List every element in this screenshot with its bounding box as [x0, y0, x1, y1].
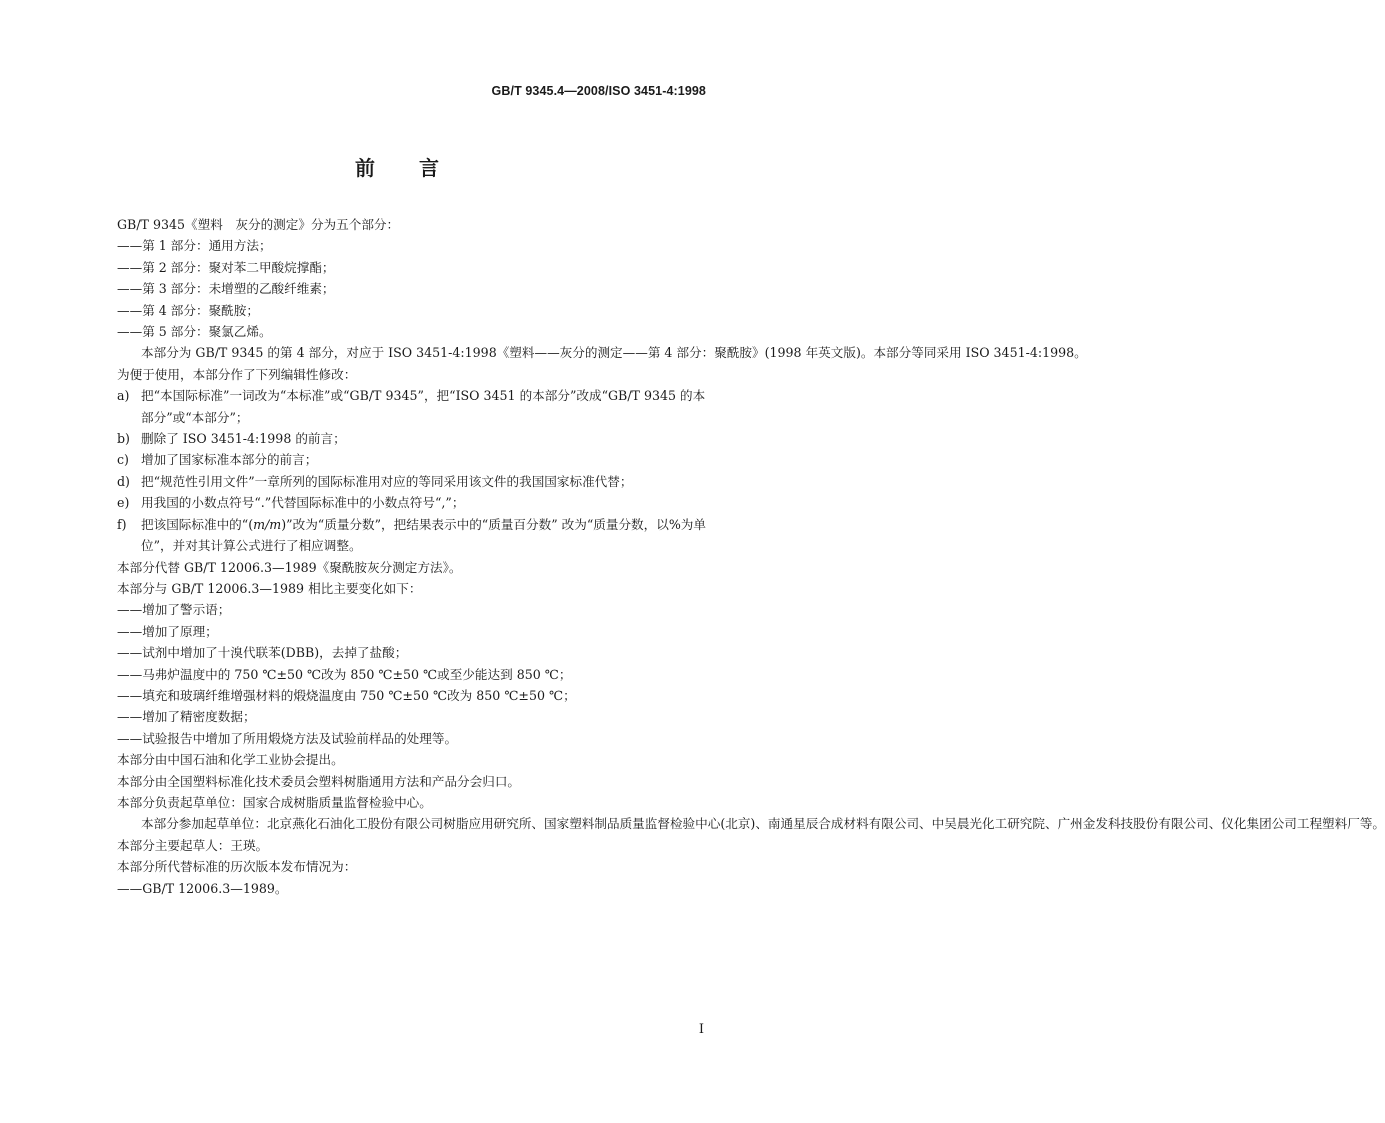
foreword-body: [117, 214, 1385, 899]
change-list-item: ——增加了精密度数据；: [117, 709, 256, 725]
drafters-paragraph: 本部分主要起草人：王瑛。: [117, 837, 269, 853]
change-list-item: ——填充和玻璃纤维增强材料的煅烧温度由 750 ℃±50 ℃改为 850 ℃±50 ℃；: [117, 687, 576, 703]
change-list-item: ——马弗炉温度中的 750 ℃±50 ℃改为 850 ℃±50 ℃或至少能达到 850 ℃；: [117, 666, 572, 682]
change-list-item: ——增加了警示语；: [117, 602, 231, 618]
proposer-paragraph: 本部分由中国石油和化学工业协会提出。: [117, 752, 344, 768]
intro-paragraph: GB/T 9345《塑料 灰分的测定》分为五个部分：: [117, 217, 400, 232]
page-number: I: [698, 1022, 704, 1037]
edit-label: a): [117, 388, 130, 404]
edit-item-f: [117, 514, 707, 557]
edit-text-after: )”改为“质量分数”，把结果表示中的“质量百分数” 改为“质量分数，以%为单位”，并对其计算公式进行了相应调整。: [141, 516, 706, 554]
edits-intro: 为便于使用，本部分作了下列编辑性修改：: [117, 366, 357, 382]
edit-text: 增加了国家标准本部分的前言；: [141, 452, 318, 468]
edit-text: 把“规范性引用文件”一章所列的国际标准用对应的等同采用该文件的我国国家标准代替；: [141, 473, 633, 489]
change-list-item: ——增加了原理；: [117, 623, 218, 639]
history-list-item: ——GB/T 12006.3—1989。: [117, 880, 288, 896]
part-list-item: ——第 3 部分：未增塑的乙酸纤维素；: [117, 281, 335, 297]
change-list-item: ——试验报告中增加了所用煅烧方法及试验前样品的处理等。: [117, 730, 458, 746]
edit-item-b: [117, 428, 707, 449]
page-title: 前言: [355, 156, 483, 180]
drafting-unit-paragraph: 本部分负责起草单位：国家合成树脂质量监督检验中心。: [117, 794, 432, 810]
edit-text: [141, 514, 707, 557]
replacement-paragraph: 本部分代替 GB/T 12006.3—1989《聚酰胺灰分测定方法》。: [117, 559, 462, 575]
changes-intro: 本部分与 GB/T 12006.3—1989 相比主要变化如下：: [117, 580, 422, 596]
edit-item-e: [117, 492, 707, 513]
edit-text: 把“本国际标准”一词改为“本标准”或“GB/T 9345”，把“ISO 3451 的本部分”改成“GB/T 9345 的本部分”或“本部分”；: [141, 388, 706, 425]
part-list-item: ——第 1 部分：通用方法；: [117, 238, 272, 254]
edit-label: c): [117, 452, 129, 468]
edit-text-before: 把该国际标准中的“(: [141, 516, 254, 532]
standard-code-header: GB/T 9345.4—2008/ISO 3451-4:1998: [491, 84, 706, 98]
edit-label: b): [117, 431, 130, 447]
edit-item-c: [117, 449, 707, 470]
edit-item-a: [117, 385, 707, 428]
history-intro: 本部分所代替标准的历次版本发布情况为：: [117, 859, 357, 875]
edit-label: d): [117, 473, 130, 489]
part-list-item: ——第 2 部分：聚对苯二甲酸烷撑酯；: [117, 259, 335, 275]
participating-units-paragraph: 本部分参加起草单位：北京燕化石油化工股份有限公司树脂应用研究所、国家塑料制品质量监督检验中心(北京)、南通星辰合成材料有限公司、中吴晨光化工研究院、广州金发科技股份有限公司、仪化集团公司工程塑料厂等。: [141, 816, 1385, 832]
part-list-item: ——第 5 部分：聚氯乙烯。: [117, 324, 272, 340]
part-list-item: ——第 4 部分：聚酰胺；: [117, 302, 259, 318]
correspondence-paragraph: 本部分为 GB/T 9345 的第 4 部分，对应于 ISO 3451-4:1998《塑料——灰分的测定——第 4 部分：聚酰胺》(1998 年英文版)。本部分等同采用 ISO 3451-4:1998。: [141, 345, 1087, 361]
edit-label: e): [117, 495, 130, 511]
edit-text: 用我国的小数点符号“.”代替国际标准中的小数点符号“,”；: [141, 495, 465, 511]
edit-label: f): [117, 516, 127, 532]
change-list-item: ——试剂中增加了十溴代联苯(DBB)，去掉了盐酸；: [117, 645, 408, 661]
edit-text-italic: m/m: [253, 516, 282, 532]
edit-text: 删除了 ISO 3451-4:1998 的前言；: [141, 431, 346, 447]
edit-item-d: [117, 471, 707, 492]
committee-paragraph: 本部分由全国塑料标准化技术委员会塑料树脂通用方法和产品分会归口。: [117, 773, 520, 789]
